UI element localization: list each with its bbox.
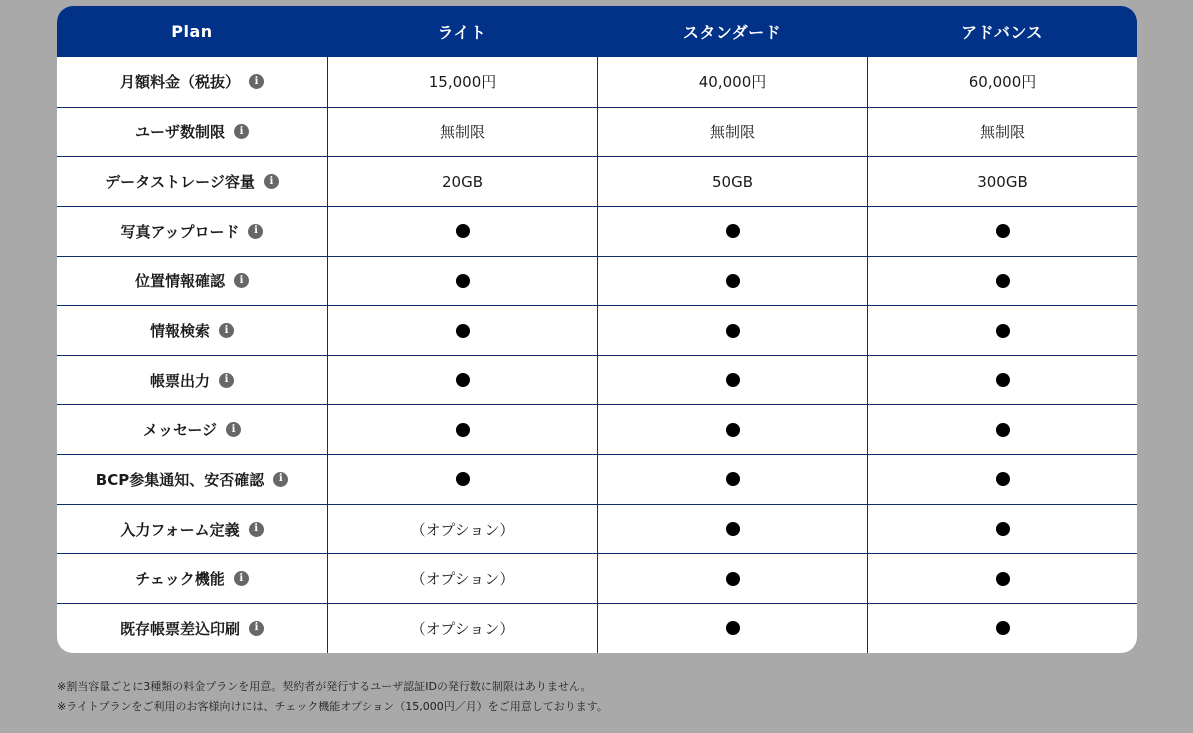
feature-label: データストレージ容量 bbox=[105, 173, 255, 192]
value-text: 40,000円 bbox=[698, 73, 767, 92]
info-icon[interactable]: i bbox=[234, 571, 249, 586]
info-icon[interactable]: i bbox=[273, 472, 288, 487]
included-dot-icon bbox=[726, 324, 740, 338]
included-dot-icon bbox=[456, 423, 470, 437]
feature-label: 既存帳票差込印刷 bbox=[119, 619, 240, 638]
value-text: 20GB bbox=[441, 172, 483, 191]
value-cell bbox=[597, 505, 867, 554]
feature-cell bbox=[57, 455, 327, 504]
value-text: （オプション） bbox=[410, 570, 515, 589]
header-plan-lite: ライト bbox=[437, 23, 487, 42]
info-icon[interactable]: i bbox=[249, 621, 264, 636]
pricing-table bbox=[57, 6, 1137, 653]
feature-label: ユーザ数制限 bbox=[134, 123, 225, 142]
value-cell bbox=[327, 356, 597, 405]
value-cell bbox=[327, 57, 597, 107]
included-dot-icon bbox=[996, 572, 1010, 586]
included-dot-icon bbox=[456, 324, 470, 338]
feature-label: 入力フォーム定義 bbox=[120, 520, 240, 539]
value-text: 60,000円 bbox=[968, 73, 1037, 92]
table-row bbox=[57, 553, 1137, 603]
feature-label: BCP参集通知、安否確認 bbox=[95, 470, 265, 489]
included-dot-icon bbox=[726, 423, 740, 437]
value-cell bbox=[597, 356, 867, 405]
value-cell bbox=[327, 505, 597, 554]
value-cell bbox=[597, 257, 867, 306]
value-text: 300GB bbox=[977, 172, 1028, 191]
value-cell bbox=[327, 207, 597, 256]
included-dot-icon bbox=[996, 423, 1010, 437]
info-icon[interactable]: i bbox=[226, 422, 241, 437]
included-dot-icon bbox=[456, 274, 470, 288]
value-cell bbox=[597, 207, 867, 256]
value-text: 無制限 bbox=[979, 123, 1025, 142]
value-text: 50GB bbox=[711, 172, 753, 191]
included-dot-icon bbox=[996, 621, 1010, 635]
table-row bbox=[57, 355, 1137, 405]
value-cell bbox=[867, 108, 1137, 157]
value-cell bbox=[867, 306, 1137, 355]
included-dot-icon bbox=[726, 572, 740, 586]
info-icon[interactable]: i bbox=[264, 174, 279, 189]
table-row bbox=[57, 107, 1137, 157]
value-cell bbox=[327, 108, 597, 157]
included-dot-icon bbox=[456, 224, 470, 238]
value-cell bbox=[867, 554, 1137, 603]
table-row bbox=[57, 305, 1137, 355]
info-icon[interactable]: i bbox=[248, 224, 263, 239]
included-dot-icon bbox=[996, 373, 1010, 387]
footnote: ※割当容量ごとに3種類の料金プランを用意。契約者が発行するユーザ認証IDの発行数に制限はありません。 bbox=[57, 680, 592, 693]
included-dot-icon bbox=[996, 274, 1010, 288]
value-cell bbox=[327, 257, 597, 306]
value-cell bbox=[327, 455, 597, 504]
info-icon[interactable]: i bbox=[249, 522, 264, 537]
included-dot-icon bbox=[456, 373, 470, 387]
included-dot-icon bbox=[726, 373, 740, 387]
feature-cell bbox=[57, 207, 327, 256]
feature-label: 位置情報確認 bbox=[134, 272, 225, 291]
feature-cell bbox=[57, 157, 327, 206]
feature-label: チェック機能 bbox=[135, 570, 225, 589]
included-dot-icon bbox=[726, 621, 740, 635]
value-text: 無制限 bbox=[709, 123, 755, 142]
feature-cell bbox=[57, 356, 327, 405]
header-plan-standard: スタンダード bbox=[682, 23, 782, 42]
value-cell bbox=[327, 554, 597, 603]
included-dot-icon bbox=[996, 522, 1010, 536]
table-row bbox=[57, 603, 1137, 653]
value-cell bbox=[867, 157, 1137, 206]
included-dot-icon bbox=[726, 522, 740, 536]
value-cell bbox=[867, 604, 1137, 653]
feature-cell bbox=[57, 108, 327, 157]
feature-cell bbox=[57, 505, 327, 554]
feature-label: メッセージ bbox=[142, 421, 218, 440]
footnote: ※ライトプランをご利用のお客様向けには、チェック機能オプション（15,000円／月）をご用意しております。 bbox=[57, 700, 608, 713]
value-cell bbox=[597, 604, 867, 653]
table-row bbox=[57, 156, 1137, 206]
feature-cell bbox=[57, 405, 327, 454]
table-row bbox=[57, 504, 1137, 554]
value-cell bbox=[867, 405, 1137, 454]
info-icon[interactable]: i bbox=[234, 124, 249, 139]
info-icon[interactable]: i bbox=[219, 373, 234, 388]
value-cell bbox=[597, 306, 867, 355]
included-dot-icon bbox=[726, 274, 740, 288]
table-row bbox=[57, 57, 1137, 107]
feature-label: 帳票出力 bbox=[149, 371, 210, 390]
table-row bbox=[57, 404, 1137, 454]
value-cell bbox=[597, 455, 867, 504]
value-text: （オプション） bbox=[410, 619, 515, 638]
header-plan-label: Plan bbox=[171, 22, 213, 41]
header-plan-advance: アドバンス bbox=[961, 23, 1043, 42]
feature-cell bbox=[57, 257, 327, 306]
value-cell bbox=[327, 405, 597, 454]
value-cell bbox=[867, 356, 1137, 405]
included-dot-icon bbox=[456, 472, 470, 486]
table-row bbox=[57, 454, 1137, 504]
value-cell bbox=[867, 257, 1137, 306]
feature-label: 写真アップロード bbox=[120, 222, 240, 241]
value-cell bbox=[597, 57, 867, 107]
included-dot-icon bbox=[726, 472, 740, 486]
value-text: 15,000円 bbox=[428, 73, 497, 92]
value-cell bbox=[597, 405, 867, 454]
value-cell bbox=[867, 207, 1137, 256]
value-cell bbox=[327, 157, 597, 206]
value-cell bbox=[327, 604, 597, 653]
value-cell bbox=[597, 554, 867, 603]
feature-cell bbox=[57, 604, 327, 653]
feature-cell bbox=[57, 57, 327, 107]
table-row bbox=[57, 256, 1137, 306]
feature-cell bbox=[57, 306, 327, 355]
feature-label: 情報検索 bbox=[149, 322, 210, 341]
feature-label: 月額料金（税抜） bbox=[119, 73, 240, 92]
included-dot-icon bbox=[996, 224, 1010, 238]
footnotes bbox=[57, 677, 608, 717]
value-cell bbox=[327, 306, 597, 355]
included-dot-icon bbox=[996, 472, 1010, 486]
value-cell bbox=[597, 108, 867, 157]
included-dot-icon bbox=[726, 224, 740, 238]
info-icon[interactable]: i bbox=[219, 323, 234, 338]
value-cell bbox=[597, 157, 867, 206]
info-icon[interactable]: i bbox=[234, 273, 249, 288]
value-cell bbox=[867, 455, 1137, 504]
value-cell bbox=[867, 505, 1137, 554]
table-row bbox=[57, 206, 1137, 256]
table-header-row bbox=[57, 6, 1137, 57]
info-icon[interactable]: i bbox=[249, 74, 264, 89]
included-dot-icon bbox=[996, 324, 1010, 338]
feature-cell bbox=[57, 554, 327, 603]
value-cell bbox=[867, 57, 1137, 107]
value-text: （オプション） bbox=[410, 520, 515, 539]
table-body bbox=[57, 57, 1137, 653]
value-text: 無制限 bbox=[439, 123, 485, 142]
